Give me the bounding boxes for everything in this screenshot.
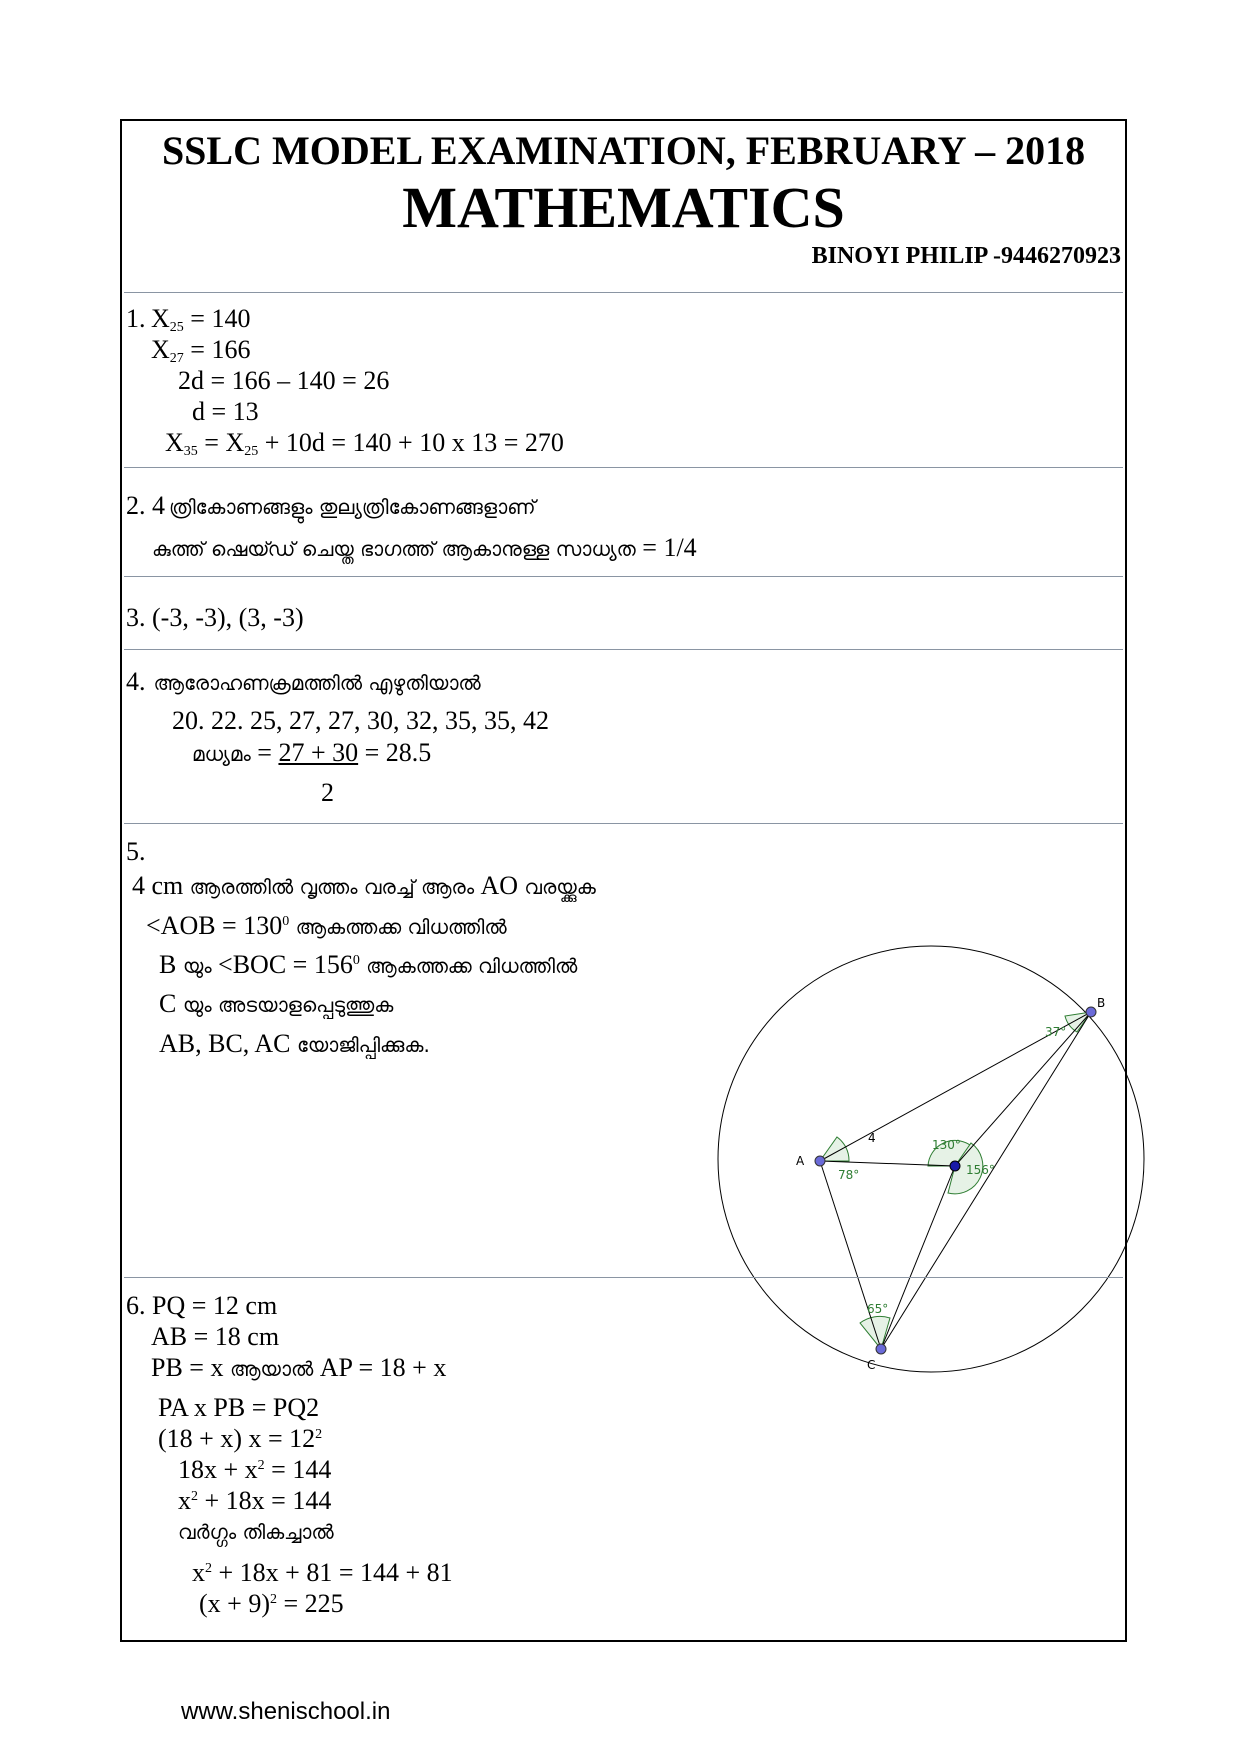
point-b	[1086, 1007, 1096, 1017]
exam-title: SSLC MODEL EXAMINATION, FEBRUARY – 2018	[161, 128, 1086, 173]
q6-line-2: AB = 18 cm	[151, 1322, 280, 1351]
q1-line-4: d = 13	[192, 397, 259, 426]
angle-a-arc	[820, 1137, 849, 1161]
q1-line-2: $X_{27} = 166$	[151, 335, 251, 366]
segment-bc	[881, 1012, 1091, 1349]
q4-median: മധ്യമം = 27 + 30 = 28.5	[192, 738, 432, 767]
circle-construction-figure	[656, 839, 1224, 1379]
q6-line-8: വർഗ്ഗം തികച്ചാൽ	[178, 1520, 334, 1544]
subject-title: MATHEMATICS	[402, 175, 845, 240]
q5-line-3: B യും $<BOC = 156^0$ ആകത്തക്ക വിധത്തിൽ	[159, 950, 578, 979]
center-point	[950, 1161, 960, 1171]
q1-label: 1.	[126, 304, 146, 333]
answer-sheet-frame	[120, 119, 1127, 1642]
q6-line-9: $x^2 + 18x + 81 = 144 + 81$	[192, 1558, 453, 1587]
q1-line-5: $X_{35} = X_{25} + 10d = 140 + 10$ x 13 = 270	[165, 428, 564, 459]
segment-bo	[955, 1012, 1091, 1166]
footer-website[interactable]: www.shenischool.in	[181, 1698, 391, 1725]
q4-line-1: 4. ആരോഹണക്രമത്തിൽ എഴുതിയാൽ	[126, 667, 481, 696]
q6-line-6: $18x + x^2 = 144$	[178, 1455, 332, 1484]
q3-answer: 3. (-3, -3), (3, -3)	[126, 603, 304, 632]
label-angle-b: 37°	[1045, 1025, 1067, 1039]
point-a	[815, 1156, 825, 1166]
divider	[124, 1277, 1123, 1278]
q6-line-10: $(x + 9)^2 = 225$	[199, 1589, 344, 1618]
label-point-c: C	[867, 1358, 876, 1372]
q4-sorted-data: 20. 22. 25, 27, 27, 30, 32, 35, 35, 42	[172, 706, 549, 735]
q1-line-1: $X_{25} = 140$	[151, 304, 251, 335]
q5-line-2: $<AOB = 130^0$ ആകത്തക്ക വിധത്തിൽ	[146, 911, 507, 940]
label-radius: 4	[868, 1131, 876, 1145]
label-point-a: A	[796, 1154, 805, 1168]
q5-label: 5.	[126, 837, 146, 866]
q5-line-4: C യും അടയാളപ്പെടുത്തുക	[159, 989, 394, 1018]
q2-line-2: കുത്ത് ഷെയ്ഡ് ചെയ്ത ഭാഗത്ത് ആകാനുള്ള സാധ്യത = 1/4	[152, 533, 697, 562]
label-angle-boc: 156°	[966, 1163, 995, 1177]
point-c	[876, 1344, 886, 1354]
divider	[124, 292, 1123, 293]
q6-line-1: 6. PQ = 12 cm	[126, 1291, 278, 1320]
angle-c-arc	[860, 1316, 890, 1349]
author: BINOYI PHILIP -9446270923	[811, 243, 1121, 269]
q5-line-1: 4 cm ആരത്തിൽ വൃത്തം വരച്ച് ആരം AO വരയ്ക്കുക	[132, 871, 596, 900]
q6-line-7: $x^2 + 18x = 144$	[178, 1486, 332, 1515]
label-angle-a: 78°	[838, 1168, 860, 1182]
q4-median-denominator: 2	[321, 778, 334, 807]
q6-line-4: PA x PB = PQ2	[158, 1393, 320, 1422]
q2-line-1: 2. 4 ത്രികോണങ്ങളും തുല്യത്രികോണങ്ങളാണ്	[126, 491, 536, 520]
q6-line-5: (18 + x) $x = 12^2$	[158, 1424, 323, 1453]
segment-ca	[820, 1161, 881, 1349]
label-angle-aob: 130°	[932, 1138, 961, 1152]
divider	[124, 649, 1123, 650]
divider	[124, 467, 1123, 468]
label-point-b: B	[1097, 996, 1106, 1010]
q1-line-3: 2d = 166 – 140 = 26	[178, 366, 390, 395]
divider	[124, 823, 1123, 824]
q6-line-3: PB = x ആയാൽ AP = 18 + x	[151, 1353, 447, 1382]
segment-co	[881, 1166, 955, 1349]
label-angle-c: 65°	[867, 1302, 889, 1316]
q5-line-5: AB, BC, AC യോജിപ്പിക്കുക.	[159, 1029, 430, 1058]
divider	[124, 576, 1123, 577]
